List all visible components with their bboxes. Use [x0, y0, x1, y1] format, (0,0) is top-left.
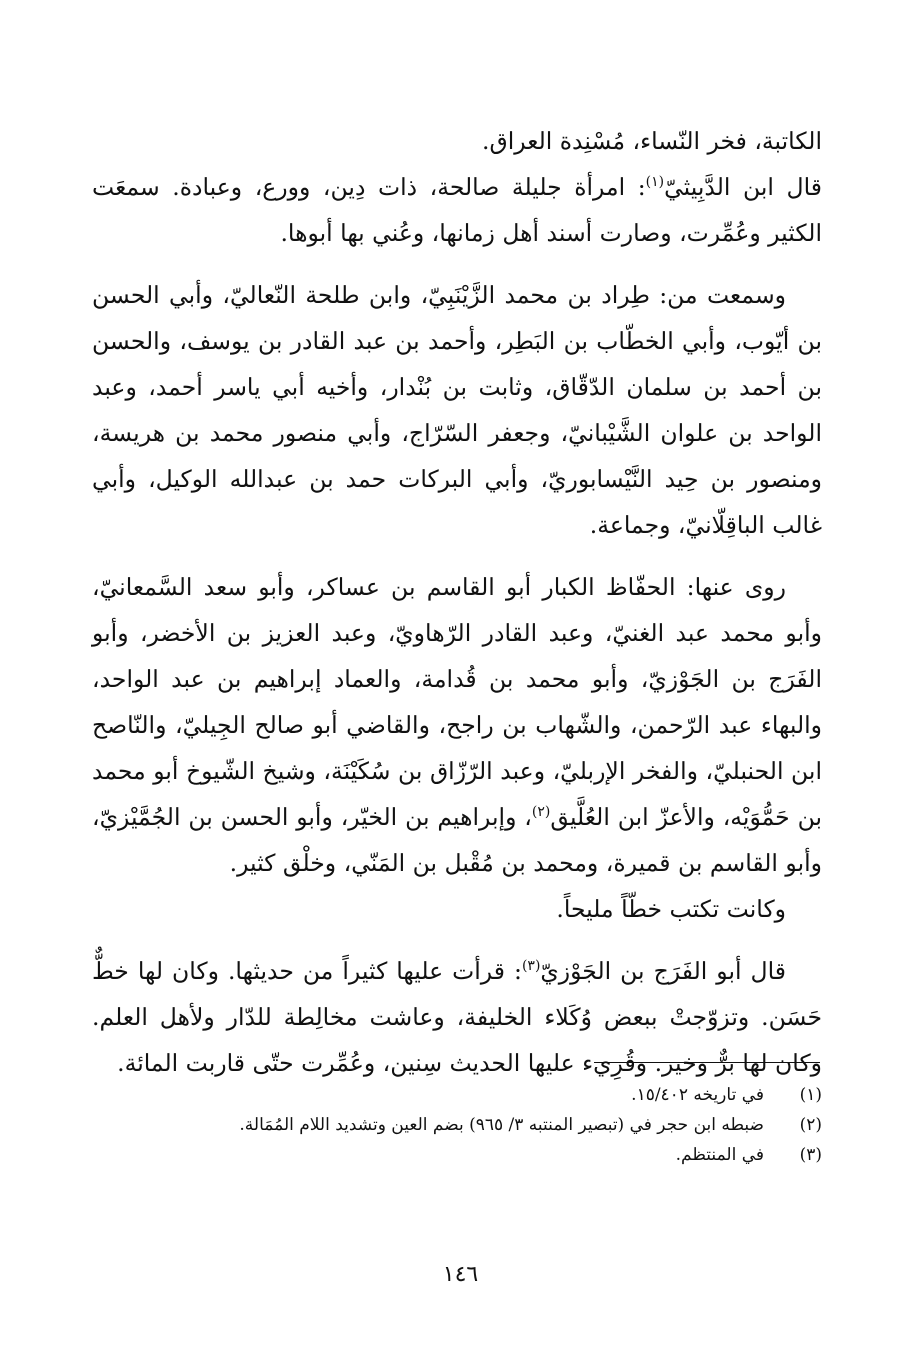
footnote-item [92, 1140, 822, 1170]
footnote-divider [594, 1062, 820, 1063]
footnote-text: في تاريخه ١٥/٤٠٢. [631, 1085, 764, 1105]
paragraph-handwriting [92, 886, 822, 932]
footnote-item [92, 1110, 822, 1140]
footnote-item [92, 1080, 822, 1110]
paragraph-text: الكاتبة، فخر النّساء، مُسْنِدة العراق. [482, 127, 822, 155]
biography-body [92, 118, 822, 1086]
footnote-number: (١) [799, 1085, 822, 1105]
footnote-number: (٢) [799, 1115, 822, 1135]
footnote-ref-3[interactable]: (٣) [521, 958, 541, 975]
paragraph-text: : قرأت عليها كثيراً من حديثها. وكان لها خطٌّ حَسَن. وتزوّجتْ ببعض وُكَلاء الخليفة، وعاشت مخالِطة للدّار ولأهل العلم. وكان لها برٌّ وخير. وقُرِيء عليها الحديث سِنين، وعُمِّرت حتّى قاربت المائة. [92, 957, 823, 1077]
main-text-block [92, 118, 822, 1086]
footnote-ref-1[interactable]: (١) [645, 174, 665, 191]
paragraph-title-line [92, 118, 822, 164]
paragraph-text: وكانت تكتب خطّاً مليحاً. [556, 895, 786, 923]
paragraph-jawzi-quote [92, 948, 822, 1086]
paragraph-students [92, 564, 822, 886]
paragraph-text: قال أبو الفَرَج بن الجَوْزيّ [540, 957, 786, 985]
footnote-text: في المنتظم. [675, 1145, 764, 1165]
footnote-number: (٣) [799, 1145, 822, 1165]
paragraph-dubaythi-quote [92, 164, 822, 256]
paragraph-text: : امرأة جليلة صالحة، ذات دِين، وورع، وعبادة. سمعَت الكثير وعُمِّرت، وصارت أسند أهل زمانها، وعُني بها أبوها. [92, 173, 822, 247]
paragraph-text: روى عنها: الحفّاظ الكبار أبو القاسم بن عساكر، وأبو سعد السَّمعانيّ، وأبو محمد عبد الغنيّ، وعبد القادر الرّهاويّ، وعبد العزيز بن الأخضر، وأبو الفَرَج بن الجَوْزيّ، وأبو محمد بن قُدامة، والعماد إبراهيم بن عبد الواحد، والبهاء عبد الرّحمن، والشّهاب بن راجح، والقاضي أبو صالح الجِيليّ، والنّاصح ابن الحنبليّ، والفخر الإربليّ، وعبد الرّزّاق بن سُكَيْنَة، وشيخ الشّيوخ أبو محمد بن حَمُّوَيْه، والأعزّ ابن العُلَّيق [92, 573, 822, 831]
footnote-ref-2[interactable]: (٢) [531, 804, 551, 821]
footnotes [92, 1080, 822, 1170]
paragraph-text: وسمعت من: طِراد بن محمد الزَّيْنَبِيّ، وابن طلحة النّعاليّ، وأبي الحسن بن أيّوب، وأبي الخطّاب بن البَطِر، وأحمد بن عبد القادر بن يوسف، والحسن بن أحمد بن سلمان الدّقّاق، وثابت بن بُنْدار، وأخيه أبي ياسر أحمد، وعبد الواحد بن علوان الشَّيْبانيّ، وجعفر السّرّاج، وأبي منصور محمد بن هريسة، ومنصور بن حِيد النَّيْسابوريّ، وأبي البركات حمد بن عبدالله الوكيل، وأبي غالب الباقِلّانيّ، وجماعة. [92, 281, 822, 539]
page-number: ١٤٦ [442, 1262, 479, 1287]
paragraph-text: قال ابن الدَّبِيثيّ [664, 173, 822, 201]
paragraph-text: ، وإبراهيم بن الخيّر، وأبو الحسن بن الجُمَّيْزيّ، وأبو القاسم بن قميرة، ومحمد بن مُقْبل بن المَنّي، وخلْق كثير. [92, 803, 822, 877]
footnote-text: ضبطه ابن حجر في (تبصير المنتبه ٣/ ٩٦٥) بضم العين وتشديد اللام المُمَالة. [239, 1115, 764, 1135]
paragraph-teachers [92, 272, 822, 548]
